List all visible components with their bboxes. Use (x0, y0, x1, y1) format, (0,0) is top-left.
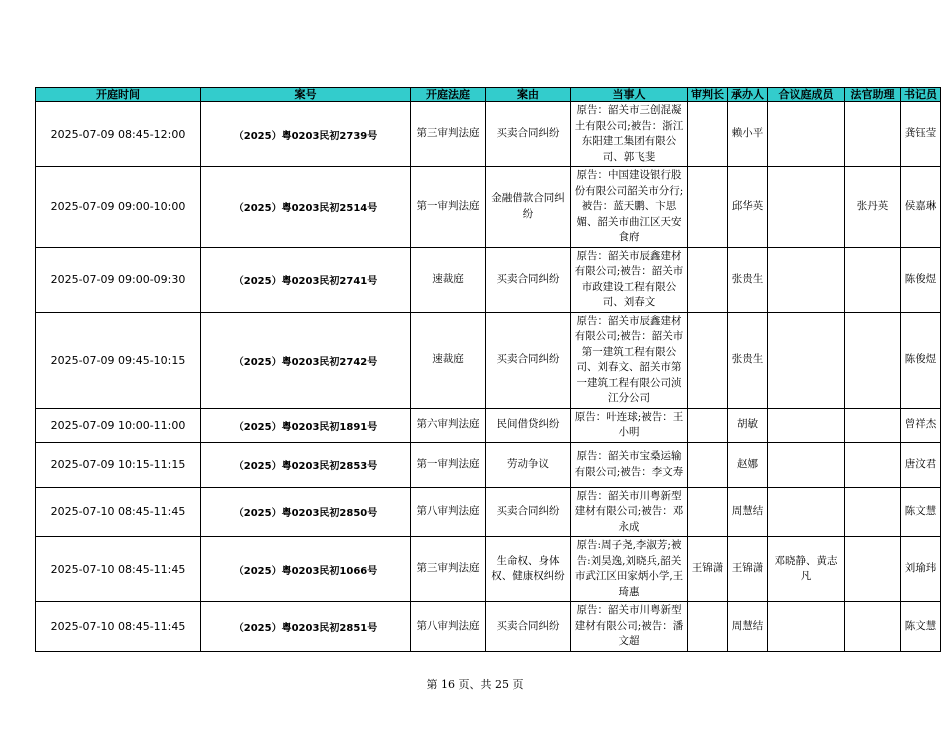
cell-assistant (845, 602, 901, 652)
table-row (36, 537, 941, 602)
cell-cause: 金融借款合同纠纷 (486, 167, 571, 248)
cell-court: 第一审判法庭 (411, 167, 486, 248)
cell-court: 第三审判法庭 (411, 102, 486, 167)
cell-panel (768, 102, 845, 167)
cell-court: 速裁庭 (411, 247, 486, 312)
cell-assistant (845, 487, 901, 537)
cell-clerk: 陈文慧 (901, 487, 941, 537)
cell-panel: 邓晓静、黄志凡 (768, 537, 845, 602)
cell-presiding-judge (688, 408, 728, 442)
header-cause: 案由 (486, 88, 571, 102)
table-row (36, 312, 941, 408)
cell-case-no: （2025）粤0203民初1066号 (201, 537, 411, 602)
cell-clerk: 曾祥杰 (901, 408, 941, 442)
cell-clerk: 陈俊煜 (901, 312, 941, 408)
cell-time: 2025-07-09 10:00-11:00 (36, 408, 201, 442)
cell-assistant (845, 408, 901, 442)
header-assistant: 法官助理 (845, 88, 901, 102)
cell-cause: 买卖合同纠纷 (486, 312, 571, 408)
cell-court: 第三审判法庭 (411, 537, 486, 602)
cell-cause: 民间借贷纠纷 (486, 408, 571, 442)
cell-presiding-judge (688, 312, 728, 408)
cell-time: 2025-07-09 09:00-09:30 (36, 247, 201, 312)
cell-cause: 劳动争议 (486, 442, 571, 487)
cell-handler: 赖小平 (728, 102, 768, 167)
cell-court: 速裁庭 (411, 312, 486, 408)
cell-presiding-judge (688, 102, 728, 167)
cell-presiding-judge: 王锦潇 (688, 537, 728, 602)
cell-clerk: 唐汶君 (901, 442, 941, 487)
header-case-no: 案号 (201, 88, 411, 102)
cell-panel (768, 602, 845, 652)
cell-clerk: 刘瑜玮 (901, 537, 941, 602)
hearing-schedule-table (35, 87, 941, 652)
cell-handler: 胡敏 (728, 408, 768, 442)
cell-court: 第八审判法庭 (411, 602, 486, 652)
cell-cause: 买卖合同纠纷 (486, 102, 571, 167)
cell-parties: 原告：韶关市宝桑运输有限公司;被告：李文寿 (571, 442, 688, 487)
cell-court: 第六审判法庭 (411, 408, 486, 442)
cell-handler: 赵娜 (728, 442, 768, 487)
cell-assistant (845, 312, 901, 408)
cell-time: 2025-07-09 08:45-12:00 (36, 102, 201, 167)
cell-time: 2025-07-09 09:45-10:15 (36, 312, 201, 408)
cell-case-no: （2025）粤0203民初2851号 (201, 602, 411, 652)
cell-cause: 买卖合同纠纷 (486, 487, 571, 537)
cell-time: 2025-07-10 08:45-11:45 (36, 537, 201, 602)
cell-panel (768, 247, 845, 312)
cell-time: 2025-07-10 08:45-11:45 (36, 602, 201, 652)
cell-parties: 原告：韶关市三创混凝土有限公司;被告：浙江东阳建工集团有限公司、郭飞斐 (571, 102, 688, 167)
cell-panel (768, 487, 845, 537)
cell-clerk: 龚钰莹 (901, 102, 941, 167)
cell-handler: 王锦潇 (728, 537, 768, 602)
table-body (36, 102, 941, 652)
table-row (36, 442, 941, 487)
cell-case-no: （2025）粤0203民初2741号 (201, 247, 411, 312)
table-header-row (36, 88, 941, 102)
table-row (36, 408, 941, 442)
cell-time: 2025-07-09 10:15-11:15 (36, 442, 201, 487)
cell-court: 第八审判法庭 (411, 487, 486, 537)
table-row (36, 602, 941, 652)
cell-cause: 生命权、身体权、健康权纠纷 (486, 537, 571, 602)
cell-presiding-judge (688, 247, 728, 312)
table-row (36, 167, 941, 248)
cell-assistant (845, 102, 901, 167)
cell-clerk: 陈文慧 (901, 602, 941, 652)
header-clerk: 书记员 (901, 88, 941, 102)
table-header (36, 88, 941, 102)
cell-cause: 买卖合同纠纷 (486, 247, 571, 312)
cell-assistant (845, 442, 901, 487)
cell-panel (768, 312, 845, 408)
cell-parties: 原告:周子尧,李淑芳;被告:刘昊逸,刘晓兵,韶关市武江区田家炳小学,王琦惠 (571, 537, 688, 602)
cell-parties: 原告：叶连球;被告：王小明 (571, 408, 688, 442)
cell-cause: 买卖合同纠纷 (486, 602, 571, 652)
cell-handler: 周慧结 (728, 602, 768, 652)
cell-presiding-judge (688, 442, 728, 487)
cell-panel (768, 167, 845, 248)
cell-handler: 周慧结 (728, 487, 768, 537)
table-row (36, 102, 941, 167)
cell-case-no: （2025）粤0203民初1891号 (201, 408, 411, 442)
cell-presiding-judge (688, 167, 728, 248)
cell-presiding-judge (688, 487, 728, 537)
cell-court: 第一审判法庭 (411, 442, 486, 487)
cell-presiding-judge (688, 602, 728, 652)
header-panel: 合议庭成员 (768, 88, 845, 102)
cell-time: 2025-07-09 09:00-10:00 (36, 167, 201, 248)
cell-panel (768, 442, 845, 487)
header-handler: 承办人 (728, 88, 768, 102)
cell-case-no: （2025）粤0203民初2514号 (201, 167, 411, 248)
table-row (36, 247, 941, 312)
cell-time: 2025-07-10 08:45-11:45 (36, 487, 201, 537)
cell-parties: 原告：中国建设银行股份有限公司韶关市分行;被告：蓝天鹏、卞思媚、韶关市曲江区天安食府 (571, 167, 688, 248)
cell-handler: 张贵生 (728, 312, 768, 408)
table-row (36, 487, 941, 537)
header-court: 开庭法庭 (411, 88, 486, 102)
cell-case-no: （2025）粤0203民初2853号 (201, 442, 411, 487)
cell-case-no: （2025）粤0203民初2742号 (201, 312, 411, 408)
header-presiding-judge: 审判长 (688, 88, 728, 102)
cell-case-no: （2025）粤0203民初2850号 (201, 487, 411, 537)
cell-handler: 张贵生 (728, 247, 768, 312)
cell-panel (768, 408, 845, 442)
cell-parties: 原告：韶关市辰鑫建材有限公司;被告：韶关市市政建设工程有限公司、刘春文 (571, 247, 688, 312)
cell-parties: 原告：韶关市川粤新型建材有限公司;被告：潘文超 (571, 602, 688, 652)
cell-clerk: 侯嘉琳 (901, 167, 941, 248)
page-number-footer: 第 16 页、共 25 页 (426, 678, 524, 691)
cell-assistant (845, 247, 901, 312)
cell-clerk: 陈俊煜 (901, 247, 941, 312)
cell-assistant: 张丹英 (845, 167, 901, 248)
cell-parties: 原告：韶关市川粤新型建材有限公司;被告：邓永成 (571, 487, 688, 537)
header-parties: 当事人 (571, 88, 688, 102)
cell-handler: 邱华英 (728, 167, 768, 248)
cell-case-no: （2025）粤0203民初2739号 (201, 102, 411, 167)
header-time: 开庭时间 (36, 88, 201, 102)
cell-parties: 原告：韶关市辰鑫建材有限公司;被告：韶关市第一建筑工程有限公司、刘春文、韶关市第一建筑工程有限公司浈江分公司 (571, 312, 688, 408)
cell-assistant (845, 537, 901, 602)
